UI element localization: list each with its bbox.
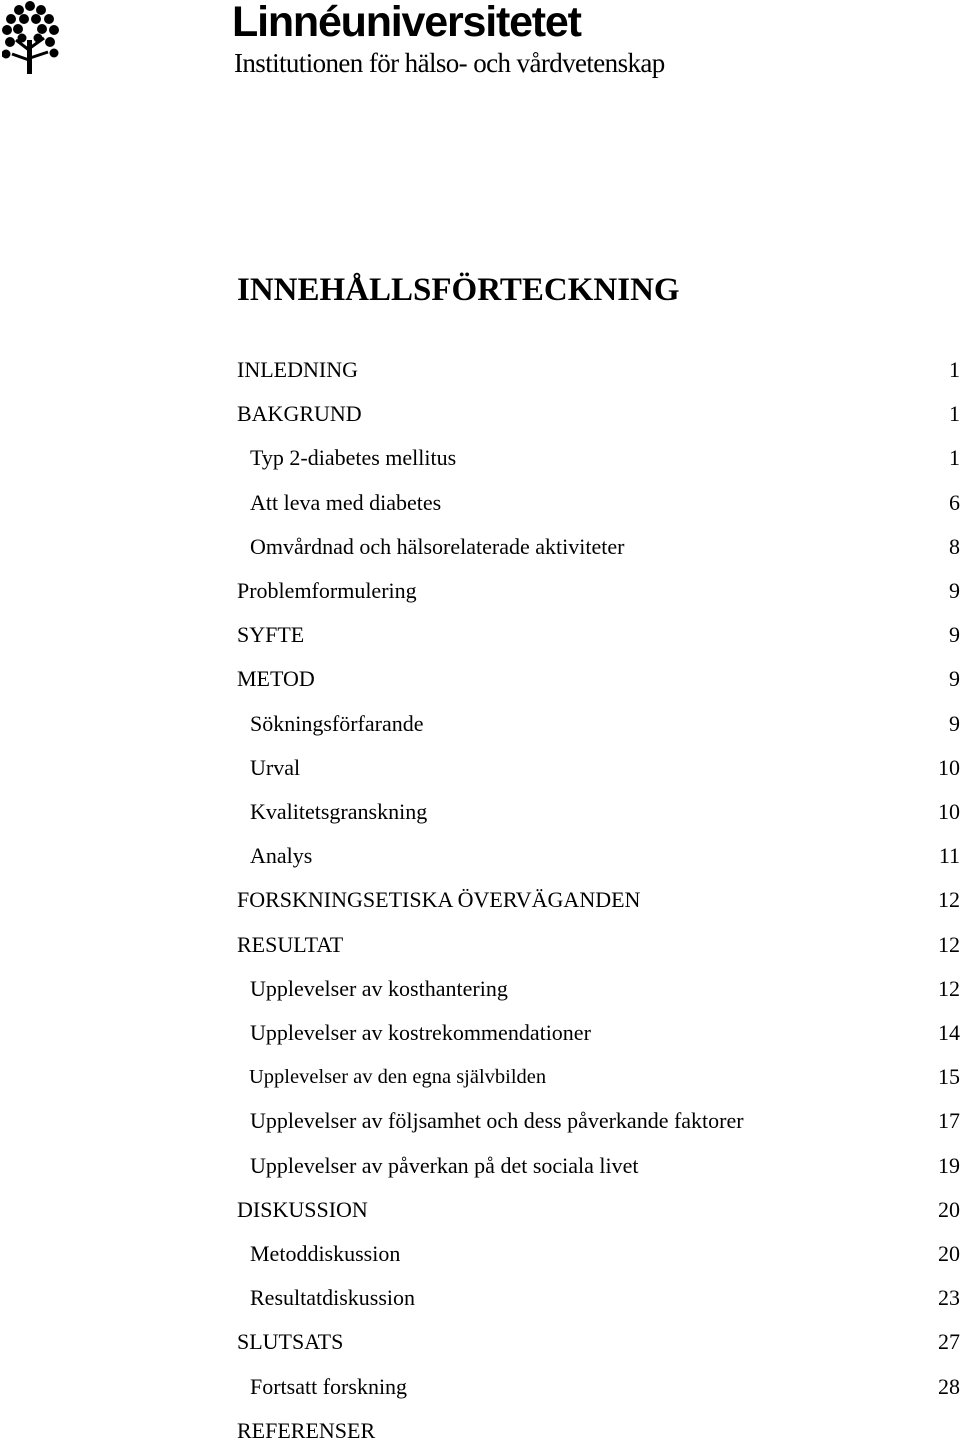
toc-entry-label: Analys [250, 843, 313, 869]
toc-entry-label: DISKUSSION [237, 1196, 368, 1222]
toc-entry[interactable] [0, 974, 960, 1004]
toc-entry[interactable] [0, 488, 960, 518]
toc-entry[interactable] [0, 532, 960, 562]
toc-entry-page: 1 [949, 357, 960, 382]
toc-entry[interactable] [0, 1327, 960, 1357]
toc-entry-page: 8 [949, 533, 960, 559]
toc-entry-label: REFERENSER [237, 1417, 376, 1443]
toc-entry-label: Typ 2-diabetes mellitus [250, 445, 457, 471]
tree-logo-icon [2, 0, 60, 76]
toc-entry-label: Metoddiskussion [250, 1241, 401, 1266]
toc-entry-label: METOD [237, 666, 315, 692]
toc-entry[interactable] [0, 664, 960, 694]
toc-entry[interactable] [0, 1062, 960, 1092]
toc-entry[interactable] [0, 1372, 960, 1402]
toc-entry-page: 23 [938, 1285, 960, 1311]
toc-entry[interactable] [0, 576, 960, 606]
toc-entry[interactable] [0, 355, 960, 385]
toc-entry[interactable] [0, 399, 960, 429]
page-title: INNEHÅLLSFÖRTECKNING [237, 272, 680, 308]
toc-entry-label: INLEDNING [237, 357, 358, 382]
toc-entry-page: 27 [938, 1329, 960, 1355]
toc-entry[interactable] [0, 753, 960, 783]
toc-entry[interactable] [0, 841, 960, 871]
toc-entry-page: 12 [938, 931, 960, 957]
toc-entry[interactable] [0, 1018, 960, 1048]
toc-entry-label: Sökningsförfarande [250, 710, 424, 736]
toc-entry-page: 19 [938, 1152, 960, 1178]
toc-entry-page: 1 [949, 401, 960, 427]
toc-entry[interactable] [0, 1283, 960, 1313]
department-name: Institutionen för hälso- och vårdvetenskap [234, 48, 665, 78]
toc-entry[interactable] [0, 930, 960, 960]
toc-entry-label: Upplevelser av den egna självbilden [249, 1066, 547, 1089]
toc-entry-label: RESULTAT [237, 931, 344, 957]
toc-entry-label: Urval [250, 754, 301, 780]
university-name: Linnéuniversitetet [232, 0, 581, 46]
toc-entry-label: Upplevelser av påverkan på det sociala livet [250, 1152, 639, 1178]
toc-entry-label: SYFTE [237, 622, 305, 648]
toc-entry-page: 10 [938, 799, 960, 824]
toc-entry[interactable] [0, 797, 960, 827]
toc-entry-page: 9 [949, 710, 960, 736]
toc-entry-page: 9 [949, 666, 960, 692]
toc-entry[interactable] [0, 1106, 960, 1136]
toc-entry-page: 14 [938, 1020, 960, 1045]
toc-entry[interactable] [0, 443, 960, 473]
toc-entry-label: Omvårdnad och hälsorelaterade aktiviteter [250, 533, 625, 559]
page-header [0, 0, 960, 90]
toc-entry-page: 11 [938, 843, 960, 869]
toc-entry-label: Fortsatt forskning [250, 1373, 408, 1399]
toc-entry-page: 9 [949, 578, 960, 603]
toc-entry-label: Upplevelser av kosthantering [250, 975, 508, 1001]
toc-entry-page: 10 [938, 754, 960, 780]
toc-entry[interactable] [0, 1195, 960, 1225]
toc-entry-page: 12 [938, 975, 960, 1001]
toc-entry-label: Resultatdiskussion [250, 1285, 416, 1311]
toc-entry[interactable] [0, 620, 960, 650]
toc-entry-label: Upplevelser av följsamhet och dess påverkande faktorer [250, 1108, 744, 1134]
toc-entry-page: 1 [949, 445, 960, 471]
toc-entry[interactable] [0, 885, 960, 915]
toc-entry-page: 20 [938, 1241, 960, 1266]
toc-entry-page: 28 [938, 1373, 960, 1399]
toc-entry-page: 9 [949, 622, 960, 648]
toc-entry-label: FORSKNINGSETISKA ÖVERVÄGANDEN [237, 887, 641, 913]
toc-entry-page: 20 [938, 1196, 960, 1222]
toc-entry-page: 12 [938, 887, 960, 913]
toc-entry-page: 6 [949, 489, 960, 515]
toc-entry-page: 15 [938, 1064, 960, 1090]
toc-entry[interactable] [0, 1151, 960, 1181]
toc-entry-label: Problemformulering [237, 578, 417, 603]
toc-entry[interactable] [0, 1239, 960, 1269]
toc-entry-label: SLUTSATS [237, 1329, 344, 1355]
toc-entry-label: Upplevelser av kostrekommendationer [250, 1020, 591, 1045]
toc-entry-page: 17 [938, 1108, 960, 1134]
toc-entry-label: Att leva med diabetes [250, 489, 442, 515]
toc-entry[interactable] [0, 1416, 960, 1446]
toc-entry-label: BAKGRUND [237, 401, 362, 427]
toc-entry-label: Kvalitetsgranskning [250, 799, 428, 824]
toc-entry[interactable] [0, 709, 960, 739]
